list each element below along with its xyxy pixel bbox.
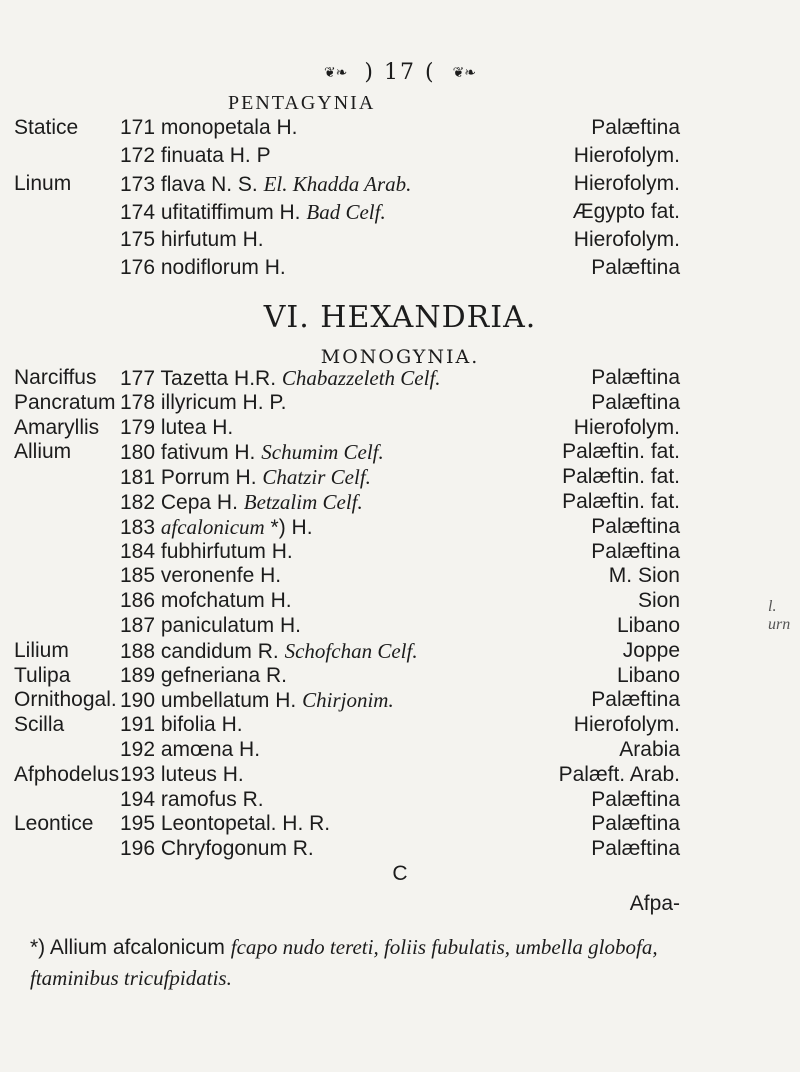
species-entry bbox=[120, 812, 680, 840]
page-number: ) 17 ( bbox=[364, 60, 436, 85]
species-entry bbox=[120, 788, 680, 816]
species-entry bbox=[120, 713, 680, 741]
species-name: 196 Chryfogonum R. bbox=[120, 837, 314, 861]
species-entry bbox=[120, 200, 680, 228]
species-name: 194 ramofus R. bbox=[120, 787, 264, 811]
species-location: Hierofolym. bbox=[573, 228, 680, 251]
species-location: Sion bbox=[637, 589, 680, 613]
species-text bbox=[120, 837, 314, 861]
species-text bbox=[120, 144, 271, 168]
species-text bbox=[120, 812, 330, 836]
species-name: 185 veronenfe H. bbox=[120, 564, 282, 588]
species-entry bbox=[120, 416, 680, 444]
species-entry bbox=[120, 144, 680, 172]
vernacular-name: Chatzir Celf. bbox=[262, 465, 371, 490]
species-text bbox=[120, 540, 293, 564]
species-name: 181 Porrum H. bbox=[120, 466, 257, 490]
species-entry bbox=[120, 738, 680, 766]
vernacular-name: Schofchan Celf. bbox=[284, 638, 418, 663]
signature-mark: C bbox=[392, 862, 408, 885]
species-entry bbox=[120, 564, 680, 592]
vernacular-name: afcalonicum bbox=[160, 514, 265, 539]
vernacular-name: Betzalim Celf. bbox=[243, 490, 363, 514]
genus-label: Tulipa bbox=[14, 663, 71, 687]
species-location: Palæftina bbox=[591, 514, 680, 538]
vernacular-name: Schumim Celf. bbox=[261, 440, 384, 465]
species-name: 190 umbellatum H. bbox=[120, 689, 297, 713]
species-location: Palæftina bbox=[591, 256, 680, 279]
species-name: 178 illyricum H. P. bbox=[120, 390, 287, 414]
genus-label: Scilla bbox=[14, 713, 65, 737]
handwritten-margin-note: l. urn bbox=[768, 598, 791, 633]
section-subtitle-monogynia: MONOGYNIA. bbox=[320, 346, 480, 368]
species-location: Hierofolym. bbox=[573, 713, 680, 737]
species-location: Libano bbox=[616, 663, 680, 687]
species-text bbox=[120, 256, 286, 280]
species-name: 172 finuata H. P bbox=[120, 144, 271, 167]
species-name: 179 lutea H. bbox=[120, 415, 234, 439]
section-heading-pentagynia: PENTAGYNIA bbox=[228, 92, 376, 114]
species-location: Hierofolym. bbox=[573, 415, 680, 439]
species-entry bbox=[120, 837, 680, 865]
species-text bbox=[120, 738, 260, 762]
species-text bbox=[120, 228, 264, 252]
species-location: Hierofolym. bbox=[573, 144, 680, 167]
species-entry bbox=[120, 256, 680, 284]
footnote bbox=[30, 932, 750, 994]
vernacular-name: Bad Celf. bbox=[306, 200, 386, 224]
genus-label: Afphodelus bbox=[14, 762, 120, 786]
species-name: 184 fubhirfutum H. bbox=[120, 539, 293, 563]
species-location: Palæftina bbox=[591, 688, 680, 712]
species-text bbox=[120, 416, 233, 440]
species-text bbox=[120, 490, 363, 515]
species-text bbox=[120, 639, 418, 664]
species-name: 175 hirfutum H. bbox=[120, 228, 264, 251]
species-entry bbox=[120, 688, 680, 716]
catchword: Afpa- bbox=[629, 892, 680, 915]
species-name: 189 gefneriana R. bbox=[120, 663, 287, 687]
species-entry bbox=[120, 172, 680, 200]
species-location: Palæftin. fat. bbox=[562, 465, 680, 489]
genus-label: Leontice bbox=[14, 812, 94, 836]
species-entry bbox=[120, 366, 680, 394]
species-entry bbox=[120, 589, 680, 617]
species-name: 186 mofchatum H. bbox=[120, 589, 292, 613]
species-entry bbox=[120, 228, 680, 256]
species-text bbox=[120, 788, 264, 812]
species-name: 174 ufitatiffimum H. bbox=[120, 201, 301, 224]
species-name: 180 fativum H. bbox=[120, 441, 256, 465]
genus-label: Statice bbox=[14, 116, 79, 139]
species-entry bbox=[120, 440, 680, 468]
genus-label: Linum bbox=[14, 172, 72, 195]
vernacular-name: El. Khadda Arab. bbox=[263, 172, 412, 196]
species-entry bbox=[120, 391, 680, 419]
species-location: Palæftina bbox=[591, 787, 680, 811]
footnote-plain-text: Allium afcalonicum bbox=[49, 936, 225, 959]
species-name: 173 flava N. S. bbox=[120, 173, 258, 196]
species-entry bbox=[120, 664, 680, 692]
species-location: Palæftina bbox=[591, 539, 680, 563]
species-text bbox=[120, 366, 441, 391]
species-text bbox=[120, 440, 384, 465]
species-text bbox=[120, 564, 281, 588]
species-text bbox=[120, 589, 292, 613]
species-text bbox=[120, 391, 287, 415]
species-name: 192 amœna H. bbox=[120, 738, 261, 761]
genus-label: Pancratum bbox=[14, 390, 116, 414]
species-name: 188 candidum R. bbox=[120, 639, 279, 663]
species-location: Palæftina bbox=[591, 837, 680, 861]
species-entry bbox=[120, 763, 680, 791]
species-location: Joppe bbox=[622, 638, 680, 662]
footnote-italic-text: fcapo nudo tereti, foliis fubulatis, umbella globofa, ftaminibus tricufpidatis. bbox=[30, 935, 658, 990]
species-location: Ægypto fat. bbox=[572, 200, 680, 223]
vernacular-name: Chirjonim. bbox=[302, 688, 394, 713]
species-location: Libano bbox=[616, 614, 680, 637]
species-name: 177 Tazetta H.R. bbox=[120, 367, 277, 390]
fleuron-right-icon: ❦❧ bbox=[452, 65, 477, 81]
species-location: Palæftina bbox=[591, 366, 680, 389]
species-text bbox=[120, 614, 301, 638]
species-text bbox=[120, 515, 313, 540]
fleuron-left-icon: ❦❧ bbox=[323, 65, 348, 81]
species-text bbox=[120, 465, 371, 490]
genus-label: Lilium bbox=[14, 638, 69, 662]
footnote-marker: *) bbox=[30, 936, 46, 959]
section-title-hexandria: VI. HEXANDRIA. bbox=[263, 300, 537, 335]
species-text bbox=[120, 664, 287, 688]
species-text bbox=[120, 763, 244, 787]
genus-label: Ornithogal. bbox=[14, 688, 117, 712]
species-name: 171 monopetala H. bbox=[120, 116, 298, 139]
species-entry bbox=[120, 116, 680, 144]
genus-label: Narciffus bbox=[14, 366, 97, 389]
species-text bbox=[120, 172, 411, 197]
vernacular-name: Chabazzeleth Celf. bbox=[281, 366, 441, 390]
species-name: 193 luteus H. bbox=[120, 762, 244, 786]
species-entry bbox=[120, 465, 680, 493]
genus-label: Allium bbox=[14, 440, 72, 464]
species-text bbox=[120, 713, 243, 737]
species-location: Arabia bbox=[619, 738, 680, 761]
species-location: Hierofolym. bbox=[573, 172, 680, 195]
species-text bbox=[120, 116, 297, 140]
species-name: 183 bbox=[120, 515, 156, 539]
species-text bbox=[120, 688, 394, 713]
species-location: Palæftina bbox=[591, 812, 680, 836]
species-entry bbox=[120, 639, 680, 667]
species-authority: *) H. bbox=[270, 515, 313, 539]
species-location: Palæft. Arab. bbox=[558, 762, 680, 786]
genus-label: Amaryllis bbox=[14, 415, 100, 439]
species-name: 191 bifolia H. bbox=[120, 713, 243, 737]
species-location: Palæftina bbox=[591, 116, 680, 139]
species-entry bbox=[120, 614, 680, 642]
species-entry bbox=[120, 490, 680, 518]
species-entry bbox=[120, 540, 680, 568]
running-header bbox=[0, 60, 800, 85]
species-name: 195 Leontopetal. H. R. bbox=[120, 812, 331, 836]
species-location: Palæftina bbox=[591, 390, 680, 414]
species-entry bbox=[120, 515, 680, 543]
species-name: 176 nodiflorum H. bbox=[120, 256, 286, 279]
species-location: M. Sion bbox=[608, 564, 680, 588]
species-name: 187 paniculatum H. bbox=[120, 614, 301, 637]
species-location: Palæftin. fat. bbox=[562, 440, 680, 464]
species-text bbox=[120, 200, 386, 225]
species-location: Palæftin. fat. bbox=[562, 490, 680, 513]
species-name: 182 Cepa H. bbox=[120, 491, 238, 514]
